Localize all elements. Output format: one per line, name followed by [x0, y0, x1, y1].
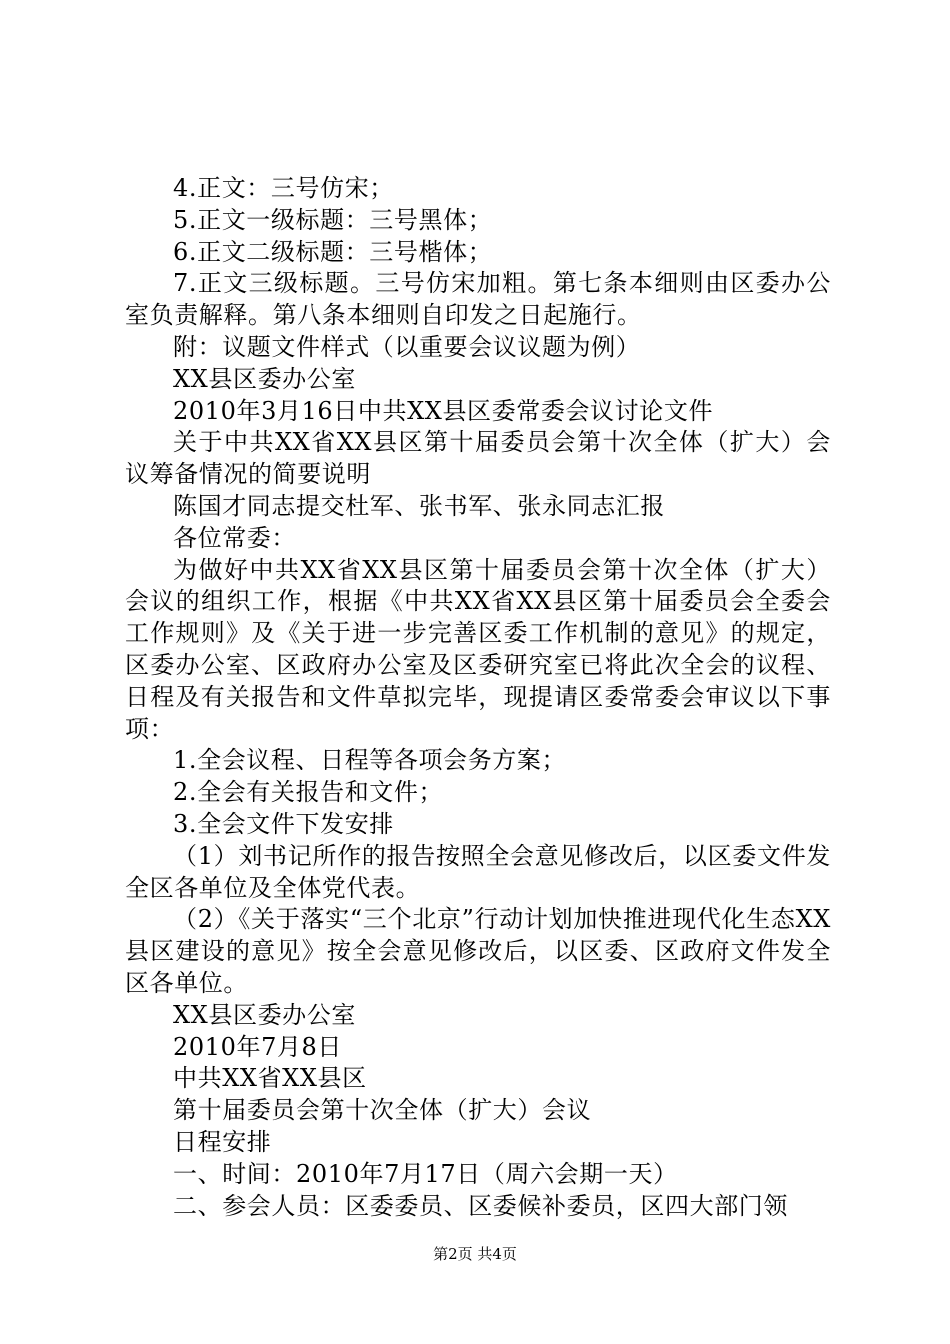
paragraph: 中共XX省XX县区: [173, 1064, 367, 1093]
paragraph: 为做好中共XX省XX县区第十届委员会第十次全体（扩大）会议的组织工作，根据《中共XX省XX县区第十届委员会全委会工作规则》及《关于进一步完善区委工作机制的意见》的规定，区委办公室、区政府办公室及区委研究室已将此次全会的议程、日程及有关报告和文件草拟完毕，现提请区委常委会审议以下事项：: [125, 555, 831, 743]
paragraph: 1.全会议程、日程等各项会务方案；: [173, 746, 567, 775]
paragraph: 陈国才同志提交杜军、张书军、张永同志汇报: [173, 491, 665, 520]
paragraph: 2010年7月8日: [173, 1032, 343, 1061]
paragraph: 7.正文三级标题。三号仿宋加粗。第七条本细则由区委办公室负责解释。第八条本细则自印发之日起施行。: [125, 269, 831, 330]
paragraph: 5.正文一级标题：三号黑体；: [173, 205, 493, 234]
paragraph: 日程安排: [173, 1127, 272, 1156]
document-body: [125, 173, 831, 1222]
paragraph: XX县区委办公室: [173, 364, 356, 393]
paragraph: （2）《关于落实“三个北京”行动计划加快推进现代化生态XX县区建设的意见》按全会意见修改后，以区委、区政府文件发全区各单位。: [125, 905, 831, 997]
paragraph: 6.正文二级标题：三号楷体；: [173, 237, 493, 266]
paragraph: （1）刘书记所作的报告按照全会意见修改后，以区委文件发全区各单位及全体党代表。: [125, 841, 831, 902]
paragraph: 2.全会有关报告和文件；: [173, 778, 444, 807]
paragraph: 附：议题文件样式（以重要会议议题为例）: [173, 332, 641, 361]
paragraph: 3.全会文件下发安排: [173, 809, 394, 838]
paragraph: 4.正文：三号仿宋；: [173, 174, 394, 202]
paragraph: 二、参会人员：区委委员、区委候补委员，区四大部门领: [173, 1191, 788, 1220]
paragraph: XX县区委办公室: [173, 1000, 356, 1029]
paragraph: 一、时间：2010年7月17日（周六会期一天）: [173, 1159, 678, 1188]
page-number-footer: 第2页 共4页: [433, 1245, 517, 1263]
paragraph: 各位常委：: [173, 523, 296, 552]
paragraph: 2010年3月16日中共XX县区委常委会议讨论文件: [173, 396, 714, 425]
paragraph: 关于中共XX省XX县区第十届委员会第十次全体（扩大）会议筹备情况的简要说明: [125, 428, 831, 489]
paragraph: 第十届委员会第十次全体（扩大）会议: [173, 1096, 592, 1125]
